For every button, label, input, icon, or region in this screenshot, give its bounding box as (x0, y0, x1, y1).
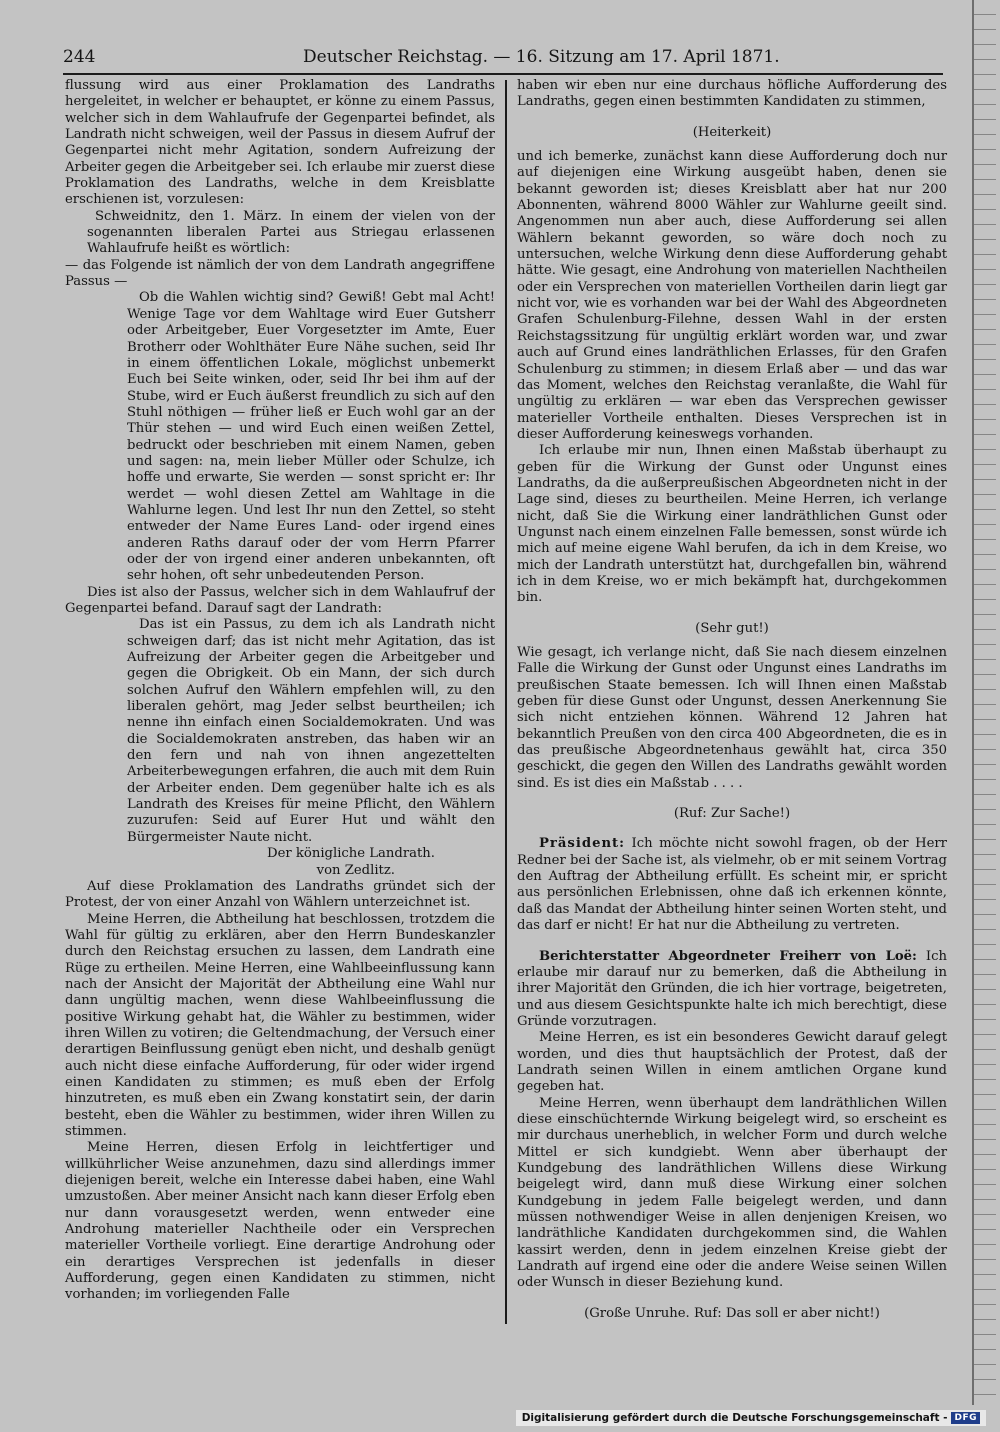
dfg-logo: DFG (951, 1412, 980, 1424)
paragraph: — das Folgende ist nämlich der von dem Landrath angegriffene Passus — (65, 257, 495, 290)
paragraph: Dies ist also der Passus, welcher sich in dem Wahlaufruf der Gegenpartei befand. Darauf sagt der Landrath: (65, 584, 495, 616)
scan-edge-ruler (972, 0, 996, 1405)
speaker-name: Präsident: (539, 836, 626, 852)
left-column (65, 78, 495, 1304)
speech-text: Ich erlaube mir darauf nur zu bemerken, daß die Abtheilung in ihrer Majorität den Gründen, die ich hier vortrage, beigetreten, und aus diesem Gesichtspunkte halte ich mich berechtigt, diese Gründe vorzutragen. (517, 948, 947, 1029)
paragraph: Auf diese Proklamation des Landraths gründet sich der Protest, der von einer Anzahl von Wählern unterzeichnet ist. (65, 878, 495, 911)
page-header (63, 47, 935, 69)
speaker-name: Berichterstatter Abgeordneter Freiherr von Loë: (539, 948, 917, 964)
interjection: (Ruf: Zur Sache!) (673, 806, 791, 822)
interjection: (Heiterkeit) (692, 124, 772, 140)
paragraph: haben wir eben nur eine durchaus höfliche Aufforderung des Landraths, gegen einen bestimmten Kandidaten zu stimmen, (517, 78, 947, 110)
speech-text: Ich möchte nicht sowohl fragen, ob der Herr Redner bei der Sache ist, als vielmehr, ob er mit seinem Vortrag den Auftrag der Abtheilung erfüllt. Es scheint mir, er spricht aus persönlichen Erlebnissen, ohne daß ich erkennen könnte, daß das Mandat der Abtheilung hinter seinen Worten steht, und das darf er nicht! Er hat nur die Abtheilung zu vertreten. (517, 836, 947, 934)
running-head: Deutscher Reichstag. — 16. Sitzung am 17. April 1871. (303, 47, 780, 67)
credit-text: Digitalisierung gefördert durch die Deutsche Forschungsgemeinschaft - (521, 1412, 948, 1424)
signature-name: von Zedlitz. (316, 862, 395, 878)
speech-president (517, 836, 947, 934)
paragraph: Meine Herren, wenn überhaupt dem landräthlichen Willen diese einschüchternde Wirkung beigelegt wird, so erscheint es mir durchaus unerheblich, in welcher Form und durch welche Mittel er sich kundgiebt. Wenn aber überhaupt der Kundgebung des landräthlichen Willens diese Wirkung beigelegt wird, dann muß diese Wirkung einer solchen Kundgebung in jedem Falle beigelegt werden, und dann müssen nothwendiger Weise in allen denjenigen Kreisen, wo landräthliche Kandidaten durchgekommen sind, die Wahlen kassirt werden, denn in jedem einzelnen Kreise giebt der Landrath auf irgend eine oder die andere Weise seinen Willen oder Wunsch in dieser Beziehung kund. (517, 1095, 947, 1291)
paragraph: flussung wird aus einer Proklamation des Landraths hergeleitet, in welcher er behauptet, er könne zu einem Passus, welcher sich in dem Wahlaufrufe der Gegenpartei befindet, als Landrath nicht schweigen, weil der Passus in diesem Aufruf der Gegenpartei nicht mehr Agitation, sondern Aufreizung der Arbeiter gegen die Arbeitgeber sei. Ich erlaube mir zuerst diese Proklamation des Landraths, welche in dem Kreisblatte erschienen ist, vorzulesen: (65, 78, 495, 208)
interjection: (Sehr gut!) (695, 620, 769, 636)
speech-rapporteur (517, 949, 947, 1031)
interjection: (Große Unruhe. Ruf: Das soll er aber nicht!) (584, 1305, 880, 1321)
page-number: 244 (63, 47, 96, 67)
paragraph: und ich bemerke, zunächst kann diese Aufforderung doch nur auf diejenigen eine Wirkung ausgeübt haben, denen sie bekannt geworden ist; dieses Kreisblatt aber hat nur 200 Abonnenten, während 8000 Wähler zur Wahlurne geeilt sind. Angenommen nun aber auch, diese Aufforderung sei allen Wählern bekannt geworden, so wäre doch noch zu untersuchen, welche Wirkung denn diese Aufforderung gehabt hätte. Wie gesagt, eine Androhung von materiellen Nachtheilen oder ein Versprechen von materiellen Vortheilen darin liegt gar nicht vor, wie es vorhanden war bei der Wahl des Abgeordneten Grafen Schulenburg-Filehne, dessen Wahl in der ersten Reichstagssitzung für ungültig erklärt worden war, und zwar auch auf Grund eines landräthlichen Erlasses, für den Grafen Schulenburg zu stimmen; in diesem Erlaß aber — und das war das Moment, welches den Reichstag veranlaßte, die Wahl für ungültig zu erklären — war eben das Versprechen gewisser materieller Vortheile enthalten. Dieses Versprechen ist in dieser Aufforderung keineswegs vorhanden. (517, 149, 947, 442)
quoted-proclamation: Das ist ein Passus, zu dem ich als Landrath nicht schweigen darf; das ist nicht mehr Agitation, das ist Aufreizung der Arbeiter gegen die Arbeitgeber und gegen die Obrigkeit. Ob ein Mann, der sich durch solchen Aufruf den Wählern empfehlen will, zu den liberalen gehört, mag Jeder selbst beurtheilen; ich nenne ihn einfach einen Socialdemokraten. Und was die Socialdemokraten anstreben, das haben wir an den fern und nah von ihnen angezettelten Arbeiterbewegungen erfahren, die auch mit dem Ruin der Arbeiter enden. Dem gegenüber halte ich es als Landrath des Kreises für meine Pflicht, den Wählern zuzurufen: Seid auf Eurer Hut und wählt den Bürgermeister Naute nicht. (127, 617, 495, 845)
quote-intro: Schweidnitz, den 1. März. In einem der vielen von der sogenannten liberalen Partei aus Striegau erlassenen Wahlaufrufe heißt es wörtlich: (87, 208, 495, 257)
quoted-passage: Ob die Wahlen wichtig sind? Gewiß! Gebt mal Acht! Wenige Tage vor dem Wahltage wird Euer Gutsherr oder Arbeitgeber, Euer Vorgesetzter im Amte, Euer Brotherr oder Wohlthäter Eure Nähe suchen, seid Ihr in einem öffentlichen Lokale, möglichst unbemerkt Euch bei Seite winken, oder, seid Ihr bei ihm auf der Stube, wird er Euch äußerst freundlich zu sich auf den Stuhl nöthigen — früher ließ er Euch wohl gar an der Thür stehen — und wird Euch einen weißen Zettel, bedruckt oder beschrieben mit einem Namen, geben und sagen: na, mein lieber Müller oder Schulze, ich hoffe und erwarte, Sie werden — sonst spricht er: Ihr werdet — wohl diesen Zettel am Wahltage in die Wahlurne legen. Und lest Ihr nun den Zettel, so steht entweder der Name Eures Land- oder irgend eines anderen Raths darauf oder der vom Herrn Pfarrer oder der von irgend einer anderen unbekannten, oft sehr hohen, oft sehr unbedeutenden Person. (127, 290, 495, 584)
header-rule (63, 73, 943, 75)
signature-title: Der königliche Landrath. (267, 846, 435, 862)
paragraph: Ich erlaube mir nun, Ihnen einen Maßstab überhaupt zu geben für die Wirkung der Gunst oder Ungunst eines Landraths, da die außerpreußischen Abgeordneten nicht in der Lage sind, dieses zu beurtheilen. Meine Herren, ich verlange nicht, daß Sie die Wirkung einer landräthlichen Gunst oder Ungunst nach einem einzelnen Falle bemessen, sonst würde ich mich auf meine eigene Wahl berufen, da ich in dem Kreise, wo mich der Landrath unterstützt hat, durchgefallen bin, während ich in dem Kreise, wo er mich bekämpft hat, durchgekommen bin. (517, 443, 947, 606)
paragraph: Wie gesagt, ich verlange nicht, daß Sie nach diesem einzelnen Falle die Wirkung der Gunst oder Ungunst eines Landraths im preußischen Staate bemessen. Ich will Ihnen einen Maßstab geben für diese Gunst oder Ungunst, dessen Anerkennung Sie sich nicht entziehen können. Während 12 Jahren hat bekanntlich Preußen von den circa 400 Abgeordneten, die es in das preußische Abgeordnetenhaus gewählt hat, circa 350 geschickt, die gegen den Willen des Landraths gewählt worden sind. Es ist dies ein Maßstab . . . . (517, 645, 947, 791)
paragraph: Meine Herren, es ist ein besonderes Gewicht darauf gelegt worden, und dies thut hauptsächlich der Protest, daß der Landrath seinen Willen in einem amtlichen Organe kund gegeben hat. (517, 1030, 947, 1095)
paragraph: Meine Herren, diesen Erfolg in leichtfertiger und willkührlicher Weise anzunehmen, dazu sind allerdings immer diejenigen bereit, welche ein Interesse dabei haben, eine Wahl umzustoßen. Aber meiner Ansicht nach kann dieser Erfolg eben nur dann vorausgesetzt werden, wenn entweder eine Androhung materieller Nachtheile oder ein Versprechen materieller Vortheile vorliegt. Eine derartige Androhung oder ein derartiges Versprechen ist jedenfalls in dieser Aufforderung, gegen einen Kandidaten zu stimmen, nicht vorhanden; im vorliegenden Falle (65, 1140, 495, 1303)
right-column (517, 78, 947, 1322)
digitization-credit (516, 1410, 986, 1426)
paragraph: Meine Herren, die Abtheilung hat beschlossen, trotzdem die Wahl für gültig zu erklären, aber den Herrn Bundeskanzler durch den Reichstag ersuchen zu lassen, dem Landrath eine Rüge zu ertheilen. Meine Herren, eine Wahlbeeinflussung kann nach der Ansicht der Majorität der Abtheilung eine Wahl nur dann ungültig machen, wenn diese Wahlbeeinflussung die positive Wirkung gehabt hat, die Wähler zu bestimmen, wider ihren Willen zu votiren; die Geltendmachung, der Versuch einer derartigen Beinflussung genügt eben nicht, und deshalb genügt auch nicht diese einfache Aufforderung, für oder wider irgend einen Kandidaten zu stimmen; es muß eben der Erfolg hinzutreten, es muß eben ein Zwang konstatirt sein, der darin besteht, eben die Wähler zu bestimmen, wider ihren Willen zu stimmen. (65, 911, 495, 1139)
column-divider (505, 80, 507, 1324)
